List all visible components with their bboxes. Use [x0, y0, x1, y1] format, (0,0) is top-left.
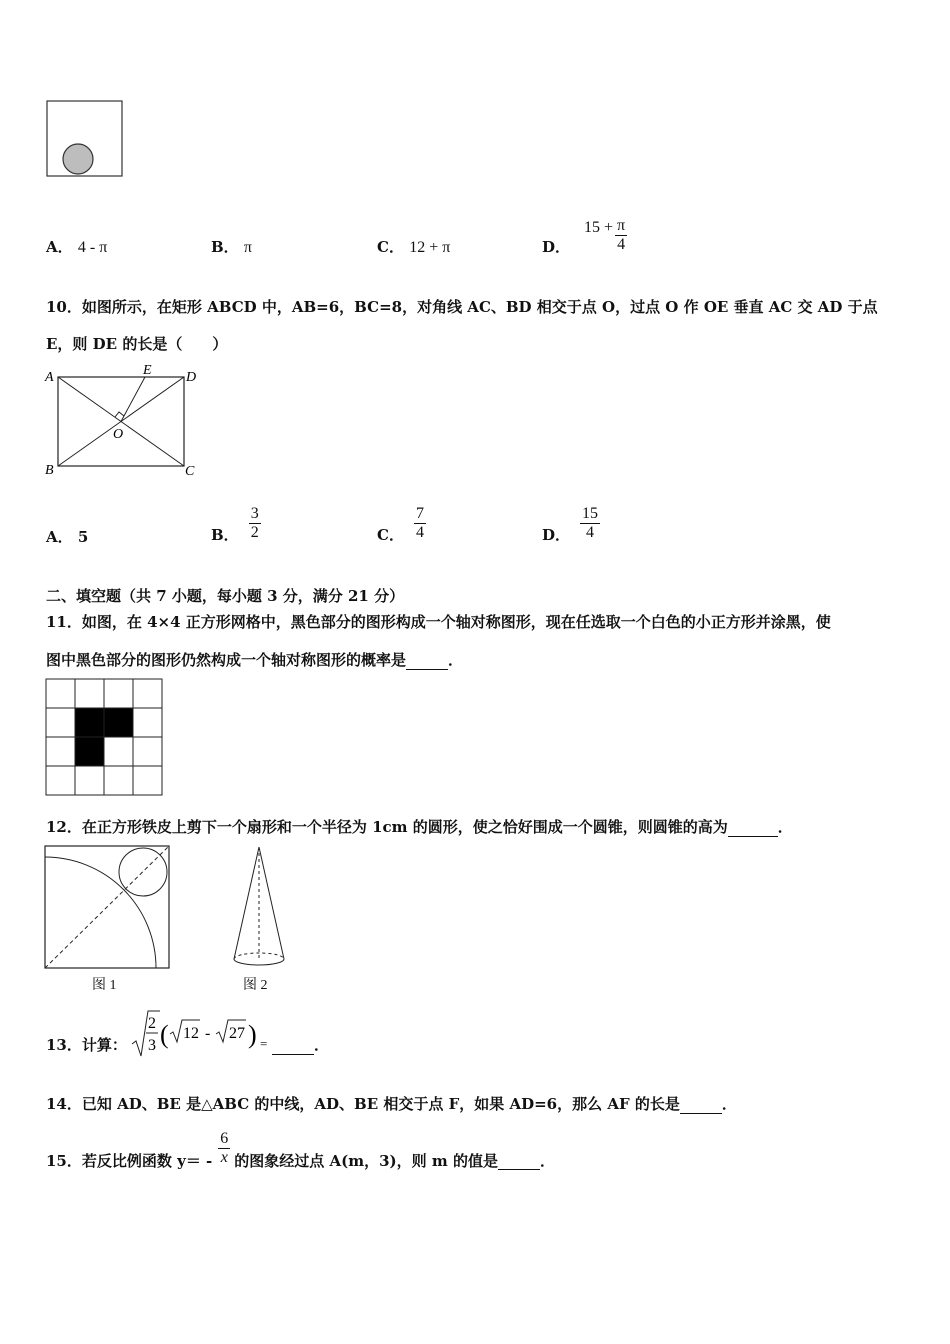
q13-answer-blank[interactable] [272, 1036, 314, 1055]
q13-answer: ． [272, 1034, 329, 1055]
q10-option-c[interactable]: C． $\frac{7}{4}$ [377, 505, 424, 544]
q13-radicand-1: 12 [183, 1025, 199, 1042]
q15-fraction: $\frac{6}{x}$ [220, 1130, 229, 1166]
q12-answer-blank[interactable] [728, 818, 778, 837]
q12-figure-1 [43, 844, 173, 972]
q9-option-c[interactable]: C． 12 + π [377, 238, 451, 256]
q12-fig2-caption: 图 2 [243, 978, 268, 993]
q10-line2: E，则 DE 的长是（ ） [46, 335, 228, 353]
q9-option-d[interactable]: D． 15 + $\frac{\pi}{4}$ [542, 217, 626, 256]
q15-text: 15．若反比例函数 y＝ - $\frac{6}{x}$ 的图象经过点 A(m，3)，则 m 的值是 ． [46, 1130, 555, 1170]
q14-answer-blank[interactable] [680, 1095, 722, 1114]
q9-option-b[interactable]: B． π [211, 238, 252, 256]
q10-label-e: E [143, 364, 152, 378]
q13-equals: = [260, 1036, 268, 1051]
q9-option-d-fraction: $\frac{\pi}{4}$ [617, 217, 626, 253]
q12-fig1-caption: 图 1 [92, 978, 117, 993]
q10-option-d-fraction: $\frac{15}{4}$ [582, 505, 599, 541]
q14-text: 14．已知 AD、BE 是△ABC 的中线，AD、BE 相交于点 F，如果 AD=6，那么 AF 的长是 ． [46, 1095, 737, 1113]
q11-line2: 图中黑色部分的图形仍然构成一个轴对称图形的概率是 ． [46, 651, 464, 669]
q10-label-d: D [186, 370, 197, 385]
q13-minus: - [201, 1025, 215, 1042]
q12-text: 12．在正方形铁皮上剪下一个扇形和一个半径为 1cm 的圆形，使之恰好围成一个圆锥，则圆锥的高为 ． [46, 818, 793, 836]
q10-option-b-fraction: $\frac{3}{2}$ [250, 505, 259, 541]
q13-frac-den: 3 [148, 1037, 156, 1054]
q11-line1: 11．如图，在 4×4 正方形网格中，黑色部分的图形构成一个轴对称图形，现在任选取一个白色的小正方形并涂黑，使 [46, 613, 831, 631]
q13-frac-num: 2 [148, 1015, 156, 1032]
q15-answer-blank[interactable] [498, 1151, 540, 1170]
q10-label-b: B [45, 463, 54, 478]
q9-option-b-value: π [243, 239, 252, 256]
q10-figure [42, 364, 207, 482]
q10-label-c: C [185, 464, 195, 479]
q13-expression [130, 1008, 275, 1060]
q9-option-c-value: 12 + π [409, 239, 451, 256]
q9-figure [45, 98, 130, 180]
q10-label-a: A [45, 370, 54, 385]
q13-prefix: 13．计算： [46, 1036, 127, 1054]
q10-line1: 10．如图所示，在矩形 ABCD 中，AB=6，BC=8，对角线 AC、BD 相交于点 O，过点 O 作 OE 垂直 AC 交 AD 于点 [46, 298, 878, 316]
q10-option-c-fraction: $\frac{7}{4}$ [415, 505, 424, 541]
q9-option-a-value: 4 - π [77, 239, 108, 256]
q12-figure-2 [226, 844, 292, 972]
q10-option-d[interactable]: D． $\frac{15}{4}$ [542, 505, 599, 544]
q11-answer-blank[interactable] [406, 651, 448, 670]
svg-text:): ) [248, 1020, 257, 1049]
q10-option-b[interactable]: B． $\frac{3}{2}$ [211, 505, 259, 544]
q10-option-a[interactable]: A． 5 [46, 528, 89, 546]
q13-radicand-2: 27 [229, 1025, 245, 1042]
q9-option-a[interactable]: A． 4 - π [46, 238, 108, 256]
section-title: 二、填空题（共 7 小题，每小题 3 分，满分 21 分） [46, 587, 405, 605]
q10-label-o: O [113, 427, 124, 442]
svg-text:(: ( [160, 1020, 169, 1049]
q11-grid [44, 677, 166, 797]
